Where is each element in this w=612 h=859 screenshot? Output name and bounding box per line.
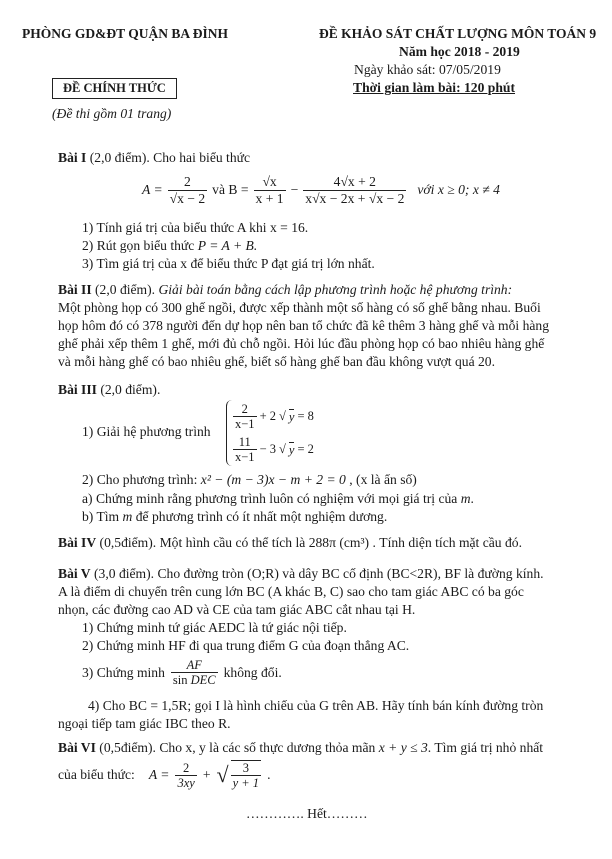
b3-qa [82,491,474,507]
b1-q1: 1) Tính giá trị của biểu thức A khi x = 16. [82,220,309,235]
b1-B1-frac [254,174,286,206]
b1-q2-expr: P = A + B. [197,238,258,253]
b1-A-lhs: A = [142,182,163,198]
b6-condition: x + y ≤ 3 [378,740,428,755]
b3-q1: 1) Giải hệ phương trình [82,424,211,439]
school-year: Năm học 2018 - 2019 [399,44,520,59]
b5-q3 [82,658,282,688]
b6-heading [58,740,543,756]
b1-B2-frac [303,174,406,206]
b6-f2-num: 3 [231,761,261,776]
b6-line-b: . Tìm giá trị nhỏ nhất [427,740,544,755]
b2-line-1: Một phòng họp có 300 ghế ngồi, được xếp thành một số hàng có số ghế bằng nhau. Buổi [58,300,541,315]
b5-q3-num: AF [171,658,218,673]
b1-condition: với x ≥ 0; x ≠ 4 [417,182,500,198]
exam-title: ĐỀ KHẢO SÁT CHẤT LƯỢNG MÔN TOÁN 9 [319,26,597,41]
b6-root-icon: √ [216,762,229,788]
b6-A-lhs: A = [148,767,170,783]
b3-e2-rad: y [288,442,295,457]
b3-system [226,400,314,466]
b6-expression [58,760,270,791]
b3-e2-num: 11 [233,435,257,450]
b5-q1: 1) Chứng minh tứ giác AEDC là tứ giác nội tiếp. [82,620,347,635]
b5-q4-line-2: ngoại tiếp tam giác IBC theo R. [58,716,231,731]
official-label [52,78,177,99]
b5-points: (3,0 điểm). [90,566,155,581]
b3-qa-m: m [460,491,471,506]
b6-title: Bài VI [58,740,96,755]
b6-f1-num: 2 [175,761,196,776]
b3-e1-root-icon: √ [279,409,286,423]
b6-line-a: Cho x, y là các số thực dương thỏa mãn [155,740,379,755]
b2-title: Bài II [58,282,92,297]
b5-q3-text: 3) Chứng minh [82,664,165,680]
b1-B2-den: x√x − 2x + √x − 2 [305,190,405,206]
b3-q2 [82,472,417,488]
b3-eq1 [233,400,314,433]
b6-f2 [231,760,261,791]
b3-q2-text: 2) Cho phương trình: [82,472,201,487]
b5-line-1: Cho đường tròn (O;R) và dây BC cố định (BC<2R), BF là đường kính. [154,566,544,581]
b3-eq2 [233,433,314,466]
b4-title: Bài IV [58,535,97,550]
b3-e2-rhs: = 2 [297,442,314,456]
b1-and: và B = [212,182,249,198]
b1-q2 [82,238,257,254]
b6-f2-den: y + 1 [232,776,260,791]
b1-intro: Cho hai biểu thức [149,150,251,165]
b3-q2-equation: x² − (m − 3)x − m + 2 = 0 [200,472,346,487]
b2-line-2: họp hôm đó có 378 người đến dự họp nên ban tổ chức đã kê thêm 3 hàng ghế và mỗi hàng [58,318,550,333]
b3-qa-text: a) Chứng minh rằng phương trình luôn có nghiệm với mọi giá trị của [82,491,461,506]
b6-points: (0,5điểm). [95,740,156,755]
b1-B1-den: x + 1 [255,190,284,206]
b1-heading [58,150,250,166]
b3-q2-note: , (x là ẩn số) [345,472,417,487]
b3-e1-num: 2 [233,402,257,417]
b3-e1-rad: y [288,409,295,424]
b2-points: (2,0 điểm). [91,282,159,297]
b1-expressions [142,174,500,206]
b2-heading [58,282,512,298]
b5-q3-frac [171,658,218,688]
b5-q4-line-1: 4) Cho BC = 1,5R; gọi I là hình chiếu của G trên AB. Hãy tính bán kính đường tròn [88,698,544,713]
b5-q3-end: không đổi. [223,664,282,680]
b3-e1-den: x−1 [235,417,255,431]
exam-date: Ngày khảo sát: 07/05/2019 [354,62,501,77]
b3-e1-rhs: = 8 [297,409,314,423]
b6-plus: + [202,767,211,783]
b1-A-frac [168,174,208,206]
b1-A-den: √x − 2 [169,190,206,206]
b3-e1-frac [233,402,257,432]
b2-line-4: và mỗi hàng ghế có bao nhiêu ghế, biết số hàng ghế ban đầu không vượt quá 20. [58,354,495,369]
b1-q3: 3) Tìm giá trị của x để biểu thức P đạt giá trị lớn nhất. [82,256,375,271]
b1-minus: − [290,182,299,198]
b5-title: Bài V [58,566,91,581]
exam-duration: Thời gian làm bài: 120 phút [353,80,516,95]
b3-qa-end: . [470,491,474,506]
b5-q3-angle: DEC [190,673,216,688]
b5-q2: 2) Chứng minh HF đi qua trung điểm G của đoạn thẳng AC. [82,638,410,653]
b4-text: Một hình cầu có thể tích là 288π (cm³) . Tính diện tích mặt cầu đó. [156,535,522,550]
b3-e2-mid: − 3 [259,442,276,456]
b3-qb-text-a: b) Tìm [82,509,123,524]
b1-q2-text: 2) Rút gọn biểu thức [82,238,198,253]
b1-A-num: 2 [168,174,208,191]
b3-e2-root-icon: √ [279,442,286,456]
b1-title: Bài I [58,150,87,165]
b3-heading [58,382,160,398]
b3-qb-m: m [122,509,133,524]
b6-end: . [267,767,271,783]
b2-line-3: ghế phải xếp thêm 1 ghế, mới đủ chỗ ngồi. Hỏi lúc đầu phòng họp có bao nhiêu hàng ghế [58,336,545,351]
b3-points: (2,0 điểm). [96,382,161,397]
pages-note: (Đề thi gồm 01 trang) [52,106,172,121]
b3-title: Bài III [58,382,97,397]
b1-B1-num: √x [254,174,286,191]
b6-f1-den: 3xy [177,775,195,790]
b5-q3-den [171,673,218,687]
b5-line-2: A là điểm di chuyển trên cung lớn BC (A khác B, C) sao cho tam giác ABC có ba góc [58,584,524,599]
b3-e2-frac [233,435,257,465]
b1-B2-num: 4√x + 2 [303,174,406,191]
b4-points: (0,5điểm). [96,535,157,550]
department-name: PHÒNG GD&ĐT QUẬN BA ĐÌNH [22,26,229,41]
b6-f1 [175,761,196,791]
b1-points: (2,0 điểm). [86,150,150,165]
b5-q3-sin: sin [172,673,191,688]
official-text: ĐỀ CHÍNH THỨC [63,81,166,95]
end-marker: …………. Hết……… [246,806,368,821]
b4-heading [58,535,522,551]
b3-qb [82,509,387,525]
b6-expr-label: của biểu thức: [58,767,135,783]
b3-qb-text-b: để phương trình có ít nhất một nghiệm dương. [132,509,388,524]
b3-e2-den: x−1 [235,450,255,464]
b5-heading [58,566,544,582]
b3-e1-mid: + 2 [259,409,276,423]
b2-task: Giải bài toán bằng cách lập phương trình hoặc hệ phương trình: [158,282,513,297]
b5-line-3: nhọn, các đường cao AD và CE của tam giác ABC cắt nhau tại H. [58,602,416,617]
